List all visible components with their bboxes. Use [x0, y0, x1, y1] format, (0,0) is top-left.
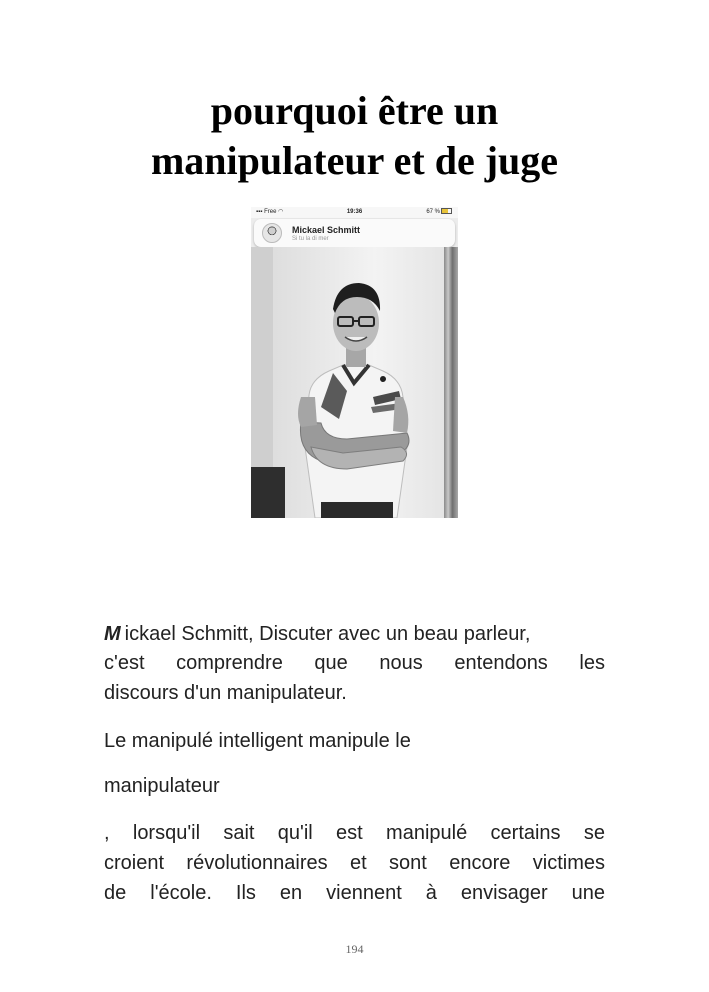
chapter-title-line-2: manipulateur et de juge	[150, 138, 559, 183]
profile-name: Mickael Schmitt	[292, 225, 361, 235]
paragraph-3: manipulateur	[104, 775, 220, 797]
status-time: 19:36	[346, 209, 363, 215]
status-carrier: ▪▪▪ Free ◠	[256, 209, 284, 215]
profile-subtitle: Si tu la di mer	[292, 236, 329, 242]
paragraph-1-line-1: ickael Schmitt, Discuter avec un beau parleur,	[124, 623, 531, 645]
phone-screenshot	[251, 207, 458, 518]
paragraph-4-line-2: croient révolutionnaires et sont encore victimes	[104, 852, 605, 874]
paragraph-1	[104, 620, 605, 650]
avatar	[262, 223, 282, 243]
status-battery: 67 %	[426, 207, 452, 218]
portrait-photo	[251, 247, 458, 518]
chapter-title-line-1: pourquoi être un	[210, 88, 499, 133]
chapter-title	[60, 86, 649, 186]
battery-icon	[441, 208, 452, 214]
paragraph-4-line-3: de l'école. Ils en viennent à envisager une	[104, 882, 605, 904]
paragraph-1-line-2: c'est comprendre que nous entendons les	[104, 652, 605, 674]
status-bar	[251, 207, 458, 218]
paragraph-4-line-1: , lorsqu'il sait qu'il est manipulé certains se	[104, 822, 605, 844]
drop-cap: M	[104, 623, 121, 645]
page-number: 194	[345, 942, 364, 956]
paragraph-2: Le manipulé intelligent manipule le	[104, 730, 411, 752]
profile-header	[254, 219, 455, 247]
paragraph-1-line-3: discours d'un manipulateur.	[104, 682, 347, 704]
